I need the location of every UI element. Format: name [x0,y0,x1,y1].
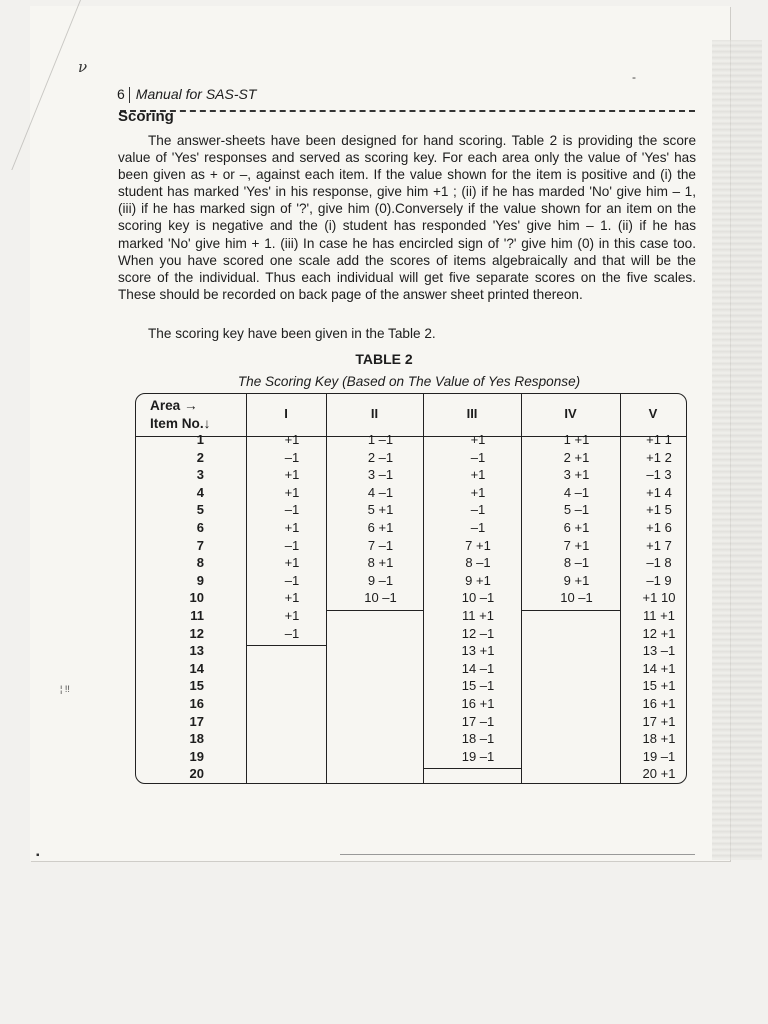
score-cell: 9 +1 [465,572,491,588]
paragraph-text: The answer-sheets have been designed for hand scoring. Table 2 is providing the score value of 'Yes' responses and served as scoring key. For each area only the value of 'Yes' has been given as + or –, against each item. If the value shown for the item is positive and (i) the student has marked 'Yes' in his response, give him +1 ; (ii) if he has marded 'No' give him – 1, (iii) if he has marked sign of '?', give him (0).Conversely if the value shown for an item on the scoring key is negative and the (i) student has responded 'Yes' give him – 1. (ii) if he has marked 'No' give him + 1. (iii) In case he has encircled sign of '?' give him (0) in this case too. When you have scored one scale add the scores of items algebraically and that will be the score of the individual. Thus each individual will get five separate scores on the five scales. These should be recorded on back page of the answer sheet printed thereon. [118,133,696,302]
header-rule [120,110,695,112]
score-cell: 14 +1 [642,660,676,676]
score-cell: 9 +1 [563,572,590,588]
margin-marks: ¦ !! [60,684,70,694]
column-divider-3 [423,394,424,783]
score-cell: –1 [470,449,486,465]
column-header-I: I [284,406,288,421]
section-title: Scoring [118,108,174,125]
column-header-III: III [466,406,478,421]
score-cell: 19 –1 [642,748,676,764]
item-number: 17 [189,713,204,729]
item-number: 14 [189,660,204,676]
score-cell: 4 –1 [563,484,590,500]
item-number: 18 [189,731,204,747]
score-cell: 10 –1 [461,590,495,606]
item-number: 12 [189,625,204,641]
score-cell: –1 3 [646,467,672,483]
score-cell: +1 [284,590,300,606]
column-end-rule [246,645,326,646]
item-number: 2 [196,449,204,465]
score-cell: +1 [470,484,486,500]
page-edge-shadow [712,40,762,860]
column-divider-2 [326,394,327,783]
score-cell: +1 1 [646,432,672,447]
score-cell: +1 5 [646,502,672,518]
score-cell: 18 –1 [461,731,495,747]
score-cell: 1 +1 [563,432,590,447]
score-cell: –1 [284,572,300,588]
score-cell: 5 –1 [563,502,590,518]
table-title: TABLE 2 [355,351,413,367]
item-number: 15 [189,678,204,694]
column-divider-5 [620,394,621,783]
score-cell: –1 [284,537,300,553]
score-cell: –1 [470,520,486,535]
running-header [117,86,256,103]
score-cell: –1 8 [646,555,672,571]
column-header-II: II [370,406,379,421]
score-cell: 2 +1 [563,449,590,465]
scoring-key-table [135,393,687,784]
score-cell: +1 [284,484,300,500]
item-number: 5 [196,502,204,518]
score-cell: –1 [470,502,486,518]
score-cell: 17 –1 [461,713,495,729]
column-header-IV: IV [564,406,577,421]
score-cell: +1 [284,432,300,447]
item-number: 8 [196,555,204,571]
column-header-V: V [648,406,658,421]
score-cell: 10 –1 [560,590,593,606]
table-caption: The Scoring Key (Based on The Value of Yes Response) [237,374,581,389]
column-divider-1 [246,394,247,783]
score-cell: +1 2 [646,449,672,465]
score-cell: 18 +1 [642,731,676,747]
score-cell: 7 +1 [563,537,590,553]
score-cell: 12 +1 [642,625,676,641]
page-number: 6 [117,86,125,102]
score-cell: 1 –1 [367,432,394,447]
score-cell: 8 +1 [367,555,394,571]
score-cell: 11 +1 [643,608,675,623]
score-cell: –1 [284,502,300,518]
item-number: 10 [189,590,204,606]
score-cell: +1 [284,608,300,623]
score-cell: 3 +1 [563,467,590,483]
scoring-paragraph [118,132,696,303]
score-cell: +1 [284,520,300,535]
stray-dot: ▪ [36,850,40,861]
score-cell: +1 6 [646,520,672,535]
score-cell: 5 +1 [367,502,394,518]
item-number: 19 [189,748,204,764]
column-end-rule [521,610,620,611]
item-number: 20 [189,766,204,782]
item-number: 7 [196,537,204,553]
margin-handwriting: ν [78,58,88,76]
score-cell: 6 +1 [367,520,394,535]
score-cell: 12 –1 [461,625,495,641]
score-cell: 6 +1 [563,520,590,535]
score-cell: 8 –1 [563,555,590,571]
score-cell: 7 +1 [465,537,491,553]
item-number: 9 [196,572,204,588]
item-number: 3 [196,467,204,483]
score-cell: +1 [470,467,486,483]
score-cell: +1 [470,432,486,447]
item-number: 11 [190,608,204,623]
score-cell: 2 –1 [367,449,394,465]
score-cell: +1 7 [646,537,672,553]
score-cell: 19 –1 [461,748,495,764]
score-cell: 13 +1 [461,643,495,659]
item-number: 16 [189,696,204,711]
score-cell: 9 –1 [367,572,394,588]
score-cell: 7 –1 [367,537,394,553]
score-cell: 15 –1 [461,678,495,694]
score-cell: 15 +1 [642,678,676,694]
column-divider-4 [521,394,522,783]
item-number: 4 [196,484,204,500]
stray-mark: - [632,70,636,84]
score-cell: 11 +1 [462,608,494,623]
score-cell: 20 +1 [642,766,676,782]
score-cell: +1 [284,555,300,571]
score-cell: +1 10 [642,590,676,606]
score-cell: +1 [284,467,300,483]
page-bottom-rule [340,854,695,855]
score-cell: 16 +1 [642,696,676,711]
item-number: 13 [189,643,204,659]
item-number: 1 [196,432,204,447]
score-cell: –1 [284,449,300,465]
score-cell: 10 –1 [364,590,397,606]
score-cell: –1 [284,625,300,641]
score-cell: +1 4 [646,484,672,500]
score-cell: 8 –1 [465,555,491,571]
header-area-label: Area → Item No.↓ [150,398,211,431]
score-cell: 13 –1 [642,643,676,659]
column-end-rule [326,610,423,611]
score-cell: 16 +1 [461,696,495,711]
column-end-rule [423,768,521,769]
key-note: The scoring key have been given in the Table 2. [148,326,436,341]
score-cell: 17 +1 [642,713,676,729]
score-cell: 3 –1 [367,467,394,483]
item-number: 6 [196,520,204,535]
header-title: Manual for SAS-ST [135,86,257,102]
score-cell: 14 –1 [461,660,495,676]
score-cell: –1 9 [646,572,672,588]
score-cell: 4 –1 [367,484,394,500]
